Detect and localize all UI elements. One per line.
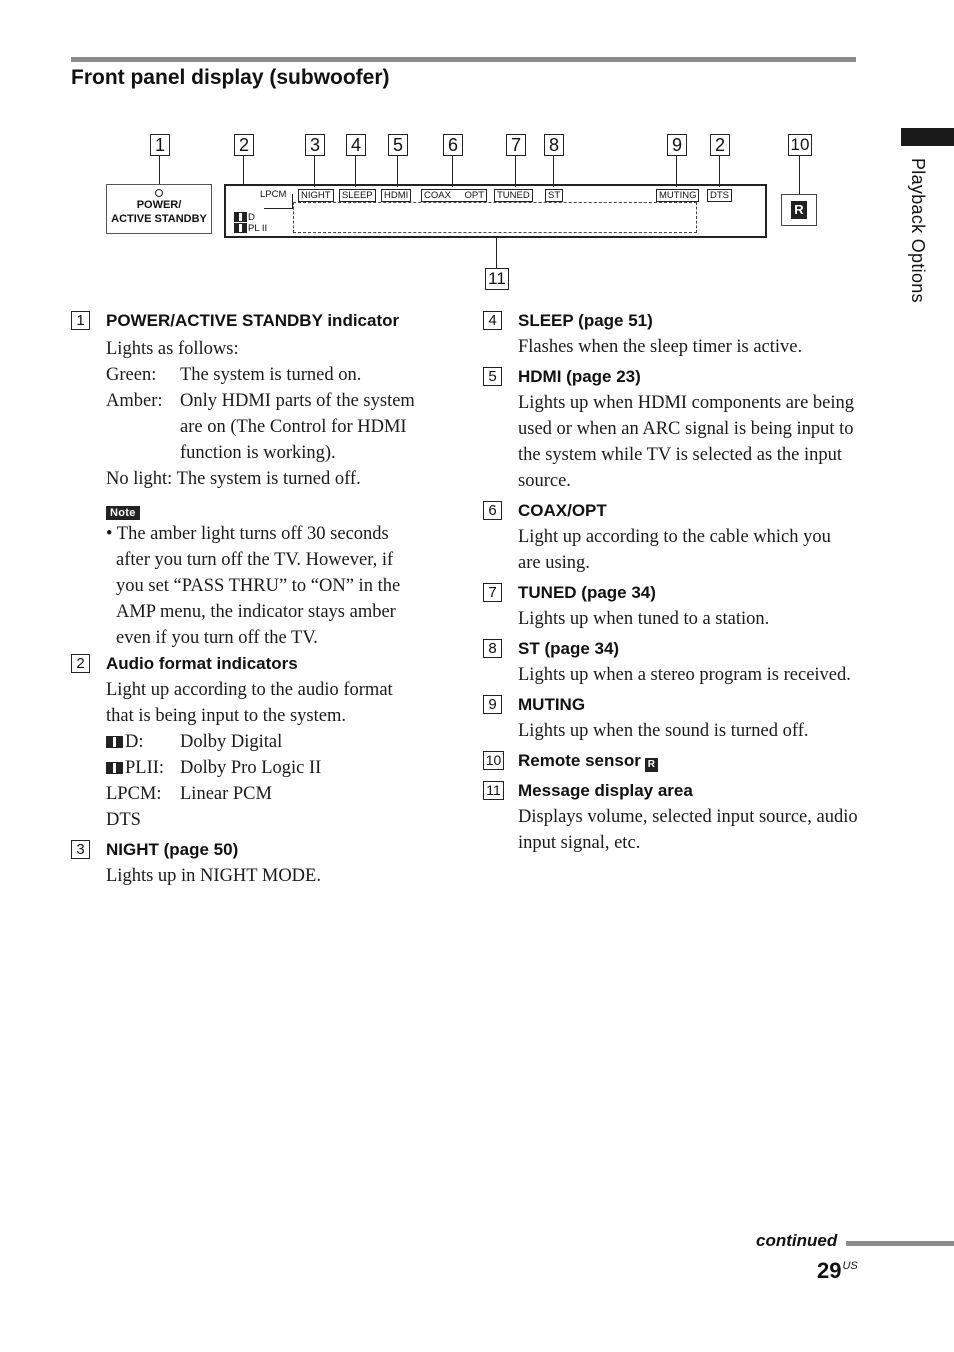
leader-9 xyxy=(676,156,677,187)
dolby-icon xyxy=(106,736,123,748)
front-display-panel xyxy=(224,184,767,238)
item-8 xyxy=(483,636,858,688)
item-title: POWER/ACTIVE STANDBY indicator xyxy=(106,311,400,330)
row-key-text: PLII: xyxy=(125,758,165,778)
sleep-segment: SLEEP xyxy=(339,189,376,202)
page-number xyxy=(817,1258,858,1284)
item-title xyxy=(518,748,858,774)
item-1 xyxy=(71,308,421,651)
item-title: NIGHT (page 50) xyxy=(106,840,239,859)
dolby-pl-label: PL II xyxy=(248,223,268,234)
leader-6 xyxy=(452,156,453,187)
format-row xyxy=(106,807,421,833)
item-number: 4 xyxy=(483,311,502,330)
leader-7 xyxy=(515,156,516,187)
item-title: HDMI (page 23) xyxy=(518,367,641,386)
callout-10: 10 xyxy=(788,134,812,156)
item-number: 5 xyxy=(483,367,502,386)
status-row xyxy=(106,362,421,388)
dts-segment: DTS xyxy=(707,189,732,202)
callout-2: 2 xyxy=(234,134,254,156)
leader-4 xyxy=(355,156,356,187)
leader-5 xyxy=(397,156,398,187)
row-value: Linear PCM xyxy=(180,784,272,804)
leader-2b xyxy=(719,156,720,187)
dolby-d-segment xyxy=(234,212,255,223)
row-key-text: D: xyxy=(125,732,144,752)
continued-rule xyxy=(846,1241,954,1246)
night-segment: NIGHT xyxy=(298,189,334,202)
row-value: Dolby Digital xyxy=(180,732,283,752)
status-row xyxy=(106,388,421,466)
format-row xyxy=(106,781,421,807)
section-title: Front panel display (subwoofer) xyxy=(71,66,390,89)
callout-9: 9 xyxy=(667,134,687,156)
dolby-icon xyxy=(234,212,247,222)
item-title: SLEEP (page 51) xyxy=(518,311,653,330)
remote-sensor xyxy=(781,194,817,226)
callout-1: 1 xyxy=(150,134,170,156)
item-6 xyxy=(483,498,858,576)
callout-7: 7 xyxy=(506,134,526,156)
item-desc: Lights up when HDMI components are being used or when an ARC signal is being input to the system while TV is selected as the input source. xyxy=(518,393,855,491)
item-number: 6 xyxy=(483,501,502,520)
st-segment: ST xyxy=(545,189,563,202)
callout-8: 8 xyxy=(544,134,564,156)
page-number-text: 29 xyxy=(817,1258,842,1283)
dolby-pl-segment xyxy=(234,223,267,234)
right-column xyxy=(483,308,858,856)
continued-label: continued xyxy=(756,1231,838,1250)
format-row xyxy=(106,729,421,755)
standby-label: ACTIVE STANDBY xyxy=(111,213,207,225)
row-key xyxy=(106,755,180,781)
message-display-area xyxy=(293,202,697,233)
item-desc: Lights up when tuned to a station. xyxy=(518,609,770,629)
dolby-icon xyxy=(106,762,123,774)
item-desc: Lights up when a stereo program is received. xyxy=(518,665,851,685)
muting-segment: MUTING xyxy=(656,189,699,202)
remote-sensor-icon: R xyxy=(791,201,807,219)
leader-2 xyxy=(243,156,244,184)
tuned-segment: TUNED xyxy=(494,189,533,202)
opt-label: OPT xyxy=(464,190,484,201)
item-intro: Lights as follows: xyxy=(106,339,239,359)
row-value: The system is turned on. xyxy=(180,365,362,385)
row-value: Only HDMI parts of the system are on (The Control for HDMI function is working). xyxy=(180,391,415,463)
item-number: 8 xyxy=(483,639,502,658)
item-title-text: Remote sensor xyxy=(518,751,641,770)
row-key: Amber: xyxy=(106,391,163,411)
leader-11 xyxy=(496,236,497,268)
power-label: POWER/ xyxy=(136,199,182,211)
item-desc: Displays volume, selected input source, audio input signal, etc. xyxy=(518,807,858,853)
audio-format-bracket-h xyxy=(264,208,293,209)
row-key: DTS xyxy=(106,810,141,830)
note-badge: Note xyxy=(106,506,140,520)
dolby-icon xyxy=(234,223,247,233)
item-number: 9 xyxy=(483,695,502,714)
item-7 xyxy=(483,580,858,632)
item-title: ST (page 34) xyxy=(518,639,620,658)
callout-11: 11 xyxy=(485,268,509,290)
callout-4: 4 xyxy=(346,134,366,156)
item-desc: Lights up in NIGHT MODE. xyxy=(106,866,321,886)
leader-10 xyxy=(799,156,800,194)
format-row xyxy=(106,755,421,781)
item-title: TUNED (page 34) xyxy=(518,583,656,602)
item-number: 3 xyxy=(71,840,90,859)
row-key: Green: xyxy=(106,365,157,385)
side-tab xyxy=(901,128,954,146)
page-region: US xyxy=(842,1260,858,1272)
item-title: Message display area xyxy=(518,781,693,800)
note-text: • The amber light turns off 30 seconds after you turn off the TV. However, if you set “PASS THRU” to “ON” in the AMP menu, the indicator stays amber even if you turn off the TV. xyxy=(106,524,401,648)
top-rule xyxy=(71,57,856,62)
item-title: MUTING xyxy=(518,695,586,714)
callout-6: 6 xyxy=(443,134,463,156)
item-number: 2 xyxy=(71,654,90,673)
item-2 xyxy=(71,651,421,833)
coax-opt-segment xyxy=(421,189,487,202)
item-title: COAX/OPT xyxy=(518,501,607,520)
item-number: 1 xyxy=(71,311,90,330)
row-key: LPCM: xyxy=(106,784,162,804)
item-number: 7 xyxy=(483,583,502,602)
item-9 xyxy=(483,692,858,744)
item-11 xyxy=(483,778,858,856)
row-value: Dolby Pro Logic II xyxy=(180,758,322,778)
item-10 xyxy=(483,748,858,774)
hdmi-segment: HDMI xyxy=(381,189,411,202)
power-led-icon xyxy=(155,189,163,197)
leader-1 xyxy=(159,156,160,184)
callout-3: 3 xyxy=(305,134,325,156)
item-desc: Light up according to the audio format that is being input to the system. xyxy=(106,680,393,726)
callout-5: 5 xyxy=(388,134,408,156)
item-3 xyxy=(71,837,421,889)
coax-label: COAX xyxy=(424,190,451,201)
item-desc: Lights up when the sound is turned off. xyxy=(518,721,809,741)
leader-8 xyxy=(553,156,554,187)
item-title: Audio format indicators xyxy=(106,654,298,673)
left-column xyxy=(71,308,421,889)
lpcm-segment: LPCM xyxy=(260,189,287,200)
side-section-label: Playback Options xyxy=(908,158,928,303)
item-number: 11 xyxy=(483,781,504,800)
item-5 xyxy=(483,364,858,494)
callout-2b: 2 xyxy=(710,134,730,156)
item-number: 10 xyxy=(483,751,504,770)
row-value xyxy=(180,807,421,833)
dolby-d-label: D xyxy=(248,212,255,223)
remote-sensor-icon: R xyxy=(645,758,658,772)
item-desc: Flashes when the sleep timer is active. xyxy=(518,337,803,357)
row-key xyxy=(106,729,180,755)
item-4 xyxy=(483,308,858,360)
no-light-text: No light: The system is turned off. xyxy=(106,469,361,489)
leader-3 xyxy=(314,156,315,187)
power-standby-indicator xyxy=(106,184,212,234)
item-desc: Light up according to the cable which you are using. xyxy=(518,527,831,573)
